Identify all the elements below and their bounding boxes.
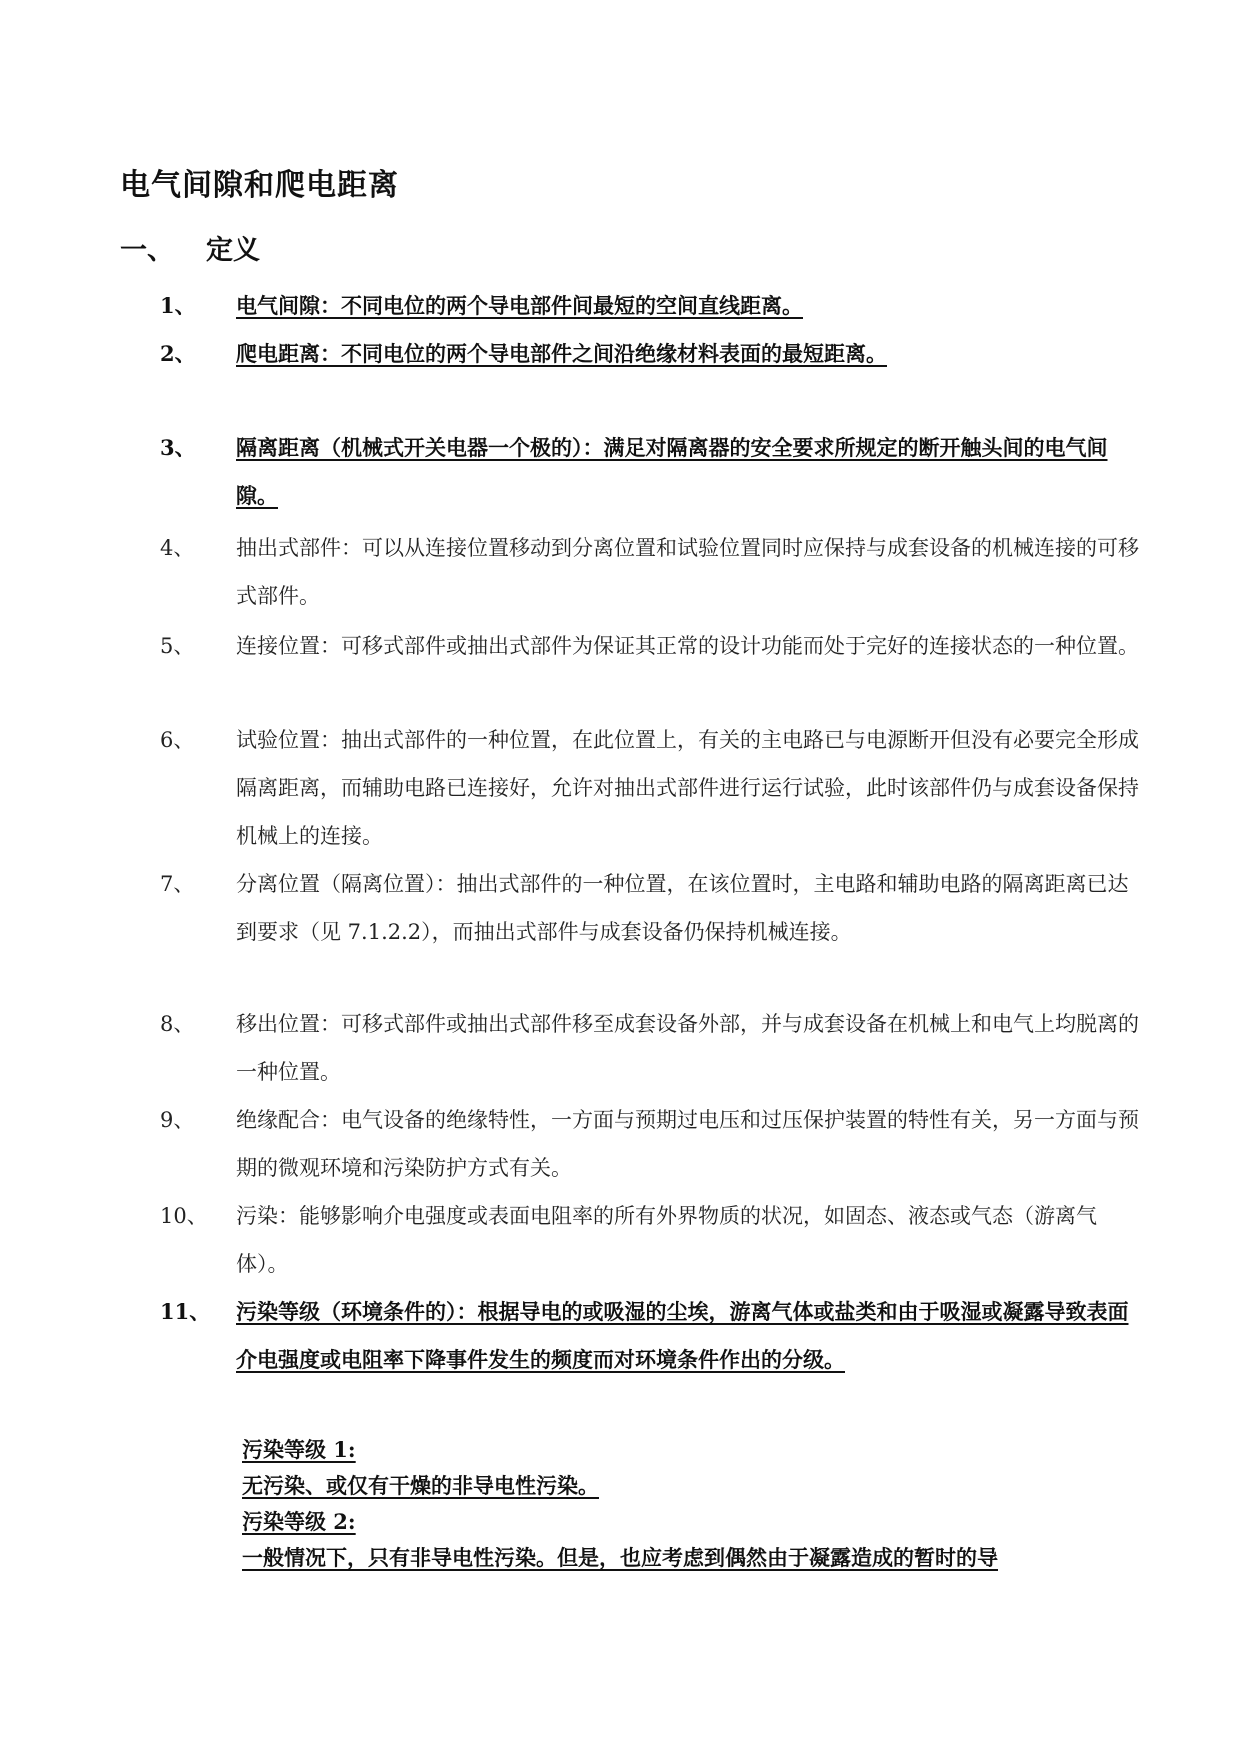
item-number: 5、 (160, 634, 195, 658)
pollution-level-description: 无污染、或仅有干燥的非导电性污染。 (242, 1473, 599, 1498)
item-number: 9、 (160, 1108, 195, 1132)
definition-item (160, 282, 1140, 330)
item-text: 电气间隙：不同电位的两个导电部件间最短的空间直线距离。 (236, 293, 803, 318)
item-text: 污染等级（环境条件的）：根据导电的或吸湿的尘埃，游离气体或盐类和由于吸湿或凝露导致表面介电强度或电阻率下降事件发生的频度而对环境条件作出的分级。 (236, 1299, 1129, 1372)
item-number: 3、 (160, 435, 196, 460)
definition-item (160, 1288, 1140, 1384)
definition-item (160, 524, 1140, 620)
item-number: 11、 (160, 1299, 211, 1324)
definition-item (160, 1192, 1140, 1288)
item-number: 4、 (160, 536, 195, 560)
item-number: 6、 (160, 728, 195, 752)
definition-item (160, 1096, 1140, 1192)
pollution-level-heading: 污染等级 1: (242, 1437, 356, 1462)
item-text: 试验位置：抽出式部件的一种位置，在此位置上，有关的主电路已与电源断开但没有必要完全形成隔离距离，而辅助电路已连接好，允许对抽出式部件进行运行试验，此时该部件仍与成套设备保持机械上的连接。 (236, 728, 1139, 848)
item-text: 爬电距离：不同电位的两个导电部件之间沿绝缘材料表面的最短距离。 (236, 341, 887, 366)
item-number: 2、 (160, 341, 196, 366)
document-title: 电气间隙和爬电距离 (120, 168, 399, 203)
definition-item (160, 622, 1140, 670)
item-text: 污染：能够影响介电强度或表面电阻率的所有外界物质的状况，如固态、液态或气态（游离气体）。 (236, 1204, 1097, 1276)
item-number: 1、 (160, 293, 196, 318)
definition-item (160, 716, 1140, 860)
pollution-level-description: 一般情况下，只有非导电性污染。但是，也应考虑到偶然由于凝露造成的暂时的导 (242, 1545, 998, 1570)
item-number: 8、 (160, 1012, 195, 1036)
section-title: 定义 (206, 235, 260, 266)
item-text: 移出位置：可移式部件或抽出式部件移至成套设备外部，并与成套设备在机械上和电气上均脱离的一种位置。 (236, 1012, 1139, 1084)
item-text: 分离位置（隔离位置）：抽出式部件的一种位置，在该位置时，主电路和辅助电路的隔离距离已达到要求（见 7.1.2.2），而抽出式部件与成套设备仍保持机械连接。 (236, 872, 1129, 944)
pollution-level-heading: 污染等级 2: (242, 1509, 356, 1534)
item-number: 7、 (160, 872, 195, 896)
item-text: 抽出式部件：可以从连接位置移动到分离位置和试验位置同时应保持与成套设备的机械连接的可移式部件。 (236, 536, 1139, 608)
definition-item (160, 330, 1140, 378)
section-heading (120, 228, 260, 267)
section-number: 一、 (120, 235, 174, 266)
definition-item (160, 860, 1140, 956)
pollution-level-list (242, 1432, 1132, 1576)
item-text: 连接位置：可移式部件或抽出式部件为保证其正常的设计功能而处于完好的连接状态的一种位置。 (236, 634, 1139, 658)
item-text: 隔离距离（机械式开关电器一个极的）：满足对隔离器的安全要求所规定的断开触头间的电气间隙。 (236, 435, 1108, 508)
item-text: 绝缘配合：电气设备的绝缘特性，一方面与预期过电压和过压保护装置的特性有关，另一方面与预期的微观环境和污染防护方式有关。 (236, 1108, 1139, 1180)
item-number: 10、 (160, 1204, 208, 1228)
definition-item (160, 424, 1140, 520)
definition-item (160, 1000, 1140, 1096)
